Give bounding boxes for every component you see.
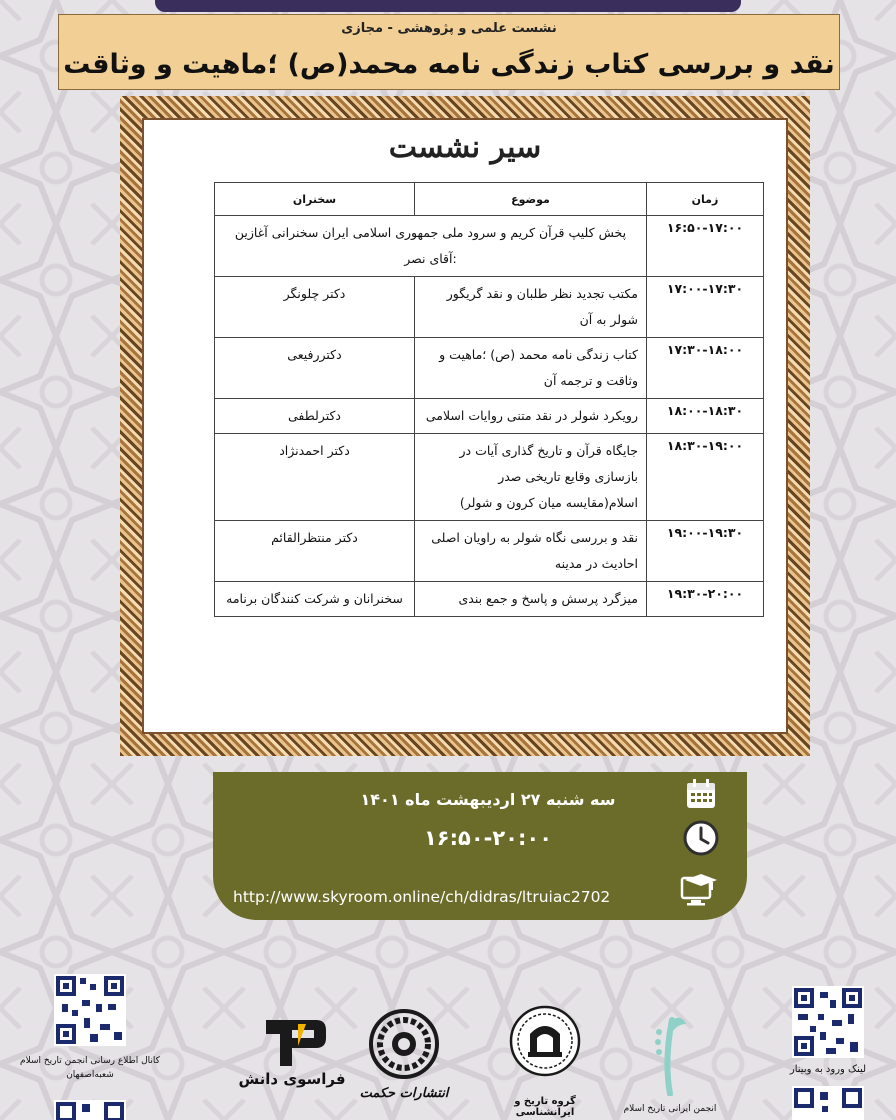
row-time: ۱۹:۰۰-۱۹:۳۰ <box>647 521 764 582</box>
program-panel <box>142 118 788 734</box>
channel-caption: کانال اطلاع رسانی انجمن تاریخ اسلام شعبه‌اصفهان <box>20 1056 160 1080</box>
table-row <box>215 399 764 434</box>
event-time: ۱۶:۵۰-۲۰:۰۰ <box>423 826 553 850</box>
row-time: ۱۶:۵۰-۱۷:۰۰ <box>647 216 764 277</box>
row-topic: نقد و بررسی نگاه شولر به راویان اصلی احادیث در مدینه <box>415 521 647 582</box>
column-header-time: زمان <box>647 183 764 216</box>
event-date: سه شنبه ۲۷ اردیبهشت ماه ۱۴۰۱ <box>360 790 616 809</box>
webinar-link[interactable]: http://www.skyroom.online/ch/didras/ltruiac2702 <box>233 888 611 906</box>
isfahan-dept-text: گروه تاریخ و ایرانشناسی <box>514 1096 576 1118</box>
row-topic: میزگرد پرسش و پاسخ و جمع بندی <box>415 582 647 617</box>
row-topic: جایگاه قرآن و تاریخ گذاری آیات در بازسازی وقایع تاریخی صدر اسلام(مقایسه میان کرون و شولر) <box>415 434 647 521</box>
webinar-caption: لینک ورود به وبینار <box>789 1064 867 1075</box>
table-row <box>215 521 764 582</box>
webinar-qr-code-2[interactable] <box>792 1086 864 1120</box>
header-title-box <box>58 14 840 90</box>
history-society-text: انجمن ایرانی تاریخ اسلام <box>623 1104 717 1114</box>
event-title: نقد و بررسی کتاب زندگی نامه محمد(ص) ؛ماهیت و وثاقت <box>63 49 835 80</box>
channel-qr-code[interactable] <box>54 974 126 1046</box>
channel-qr-code-2[interactable] <box>54 1100 126 1120</box>
row-time: ۱۷:۳۰-۱۸:۰۰ <box>647 338 764 399</box>
row-topic: رویکرد شولر در نقد متنی روایات اسلامی <box>415 399 647 434</box>
table-row <box>215 216 764 277</box>
column-header-topic: موضوع <box>415 183 647 216</box>
row-topic: پخش کلیپ قرآن کریم و سرود ملی جمهوری اسلامی ایران سخنرانی آغازین :آقای نصر <box>215 216 647 277</box>
farasouy-logo <box>258 1016 330 1070</box>
computer-icon <box>679 872 721 912</box>
row-speaker: دکتر احمدنژاد <box>215 434 415 521</box>
row-time: ۱۷:۰۰-۱۷:۳۰ <box>647 277 764 338</box>
schedule-table <box>214 182 764 617</box>
table-row <box>215 434 764 521</box>
row-speaker: سخنرانان و شرکت کنندگان برنامه <box>215 582 415 617</box>
hekmat-logo-text: انتشارات حکمت <box>359 1086 449 1101</box>
row-speaker: دکتر چلونگر <box>215 277 415 338</box>
clock-icon <box>681 818 721 858</box>
row-topic: مکتب تجدید نظر طلبان و نقد گریگور شولر به آن <box>415 277 647 338</box>
top-bar <box>155 0 741 12</box>
row-time: ۱۸:۳۰-۱۹:۰۰ <box>647 434 764 521</box>
webinar-qr-code[interactable] <box>792 986 864 1058</box>
column-header-speaker: سخنران <box>215 183 415 216</box>
row-speaker: دکتررفیعی <box>215 338 415 399</box>
event-info-box <box>213 772 747 920</box>
farasouy-logo-text: فراسوی دانش <box>238 1070 346 1088</box>
row-time: ۱۹:۳۰-۲۰:۰۰ <box>647 582 764 617</box>
program-title: سیر نشست <box>388 130 542 165</box>
table-row <box>215 582 764 617</box>
table-row <box>215 277 764 338</box>
row-speaker: دکتر منتظرالقائم <box>215 521 415 582</box>
row-topic: کتاب زندگی نامه محمد (ص) ؛ماهیت و وثاقت و ترجمه آن <box>415 338 647 399</box>
table-row <box>215 338 764 399</box>
event-subtitle: نشست علمی و پژوهشی - مجازی <box>341 21 557 36</box>
row-speaker: دکترلطفی <box>215 399 415 434</box>
calendar-icon <box>683 776 719 812</box>
row-time: ۱۸:۰۰-۱۸:۳۰ <box>647 399 764 434</box>
history-society-logo <box>650 1010 690 1096</box>
hekmat-logo <box>368 1008 440 1080</box>
isfahan-university-logo <box>508 1004 582 1078</box>
table-header-row <box>215 183 764 216</box>
